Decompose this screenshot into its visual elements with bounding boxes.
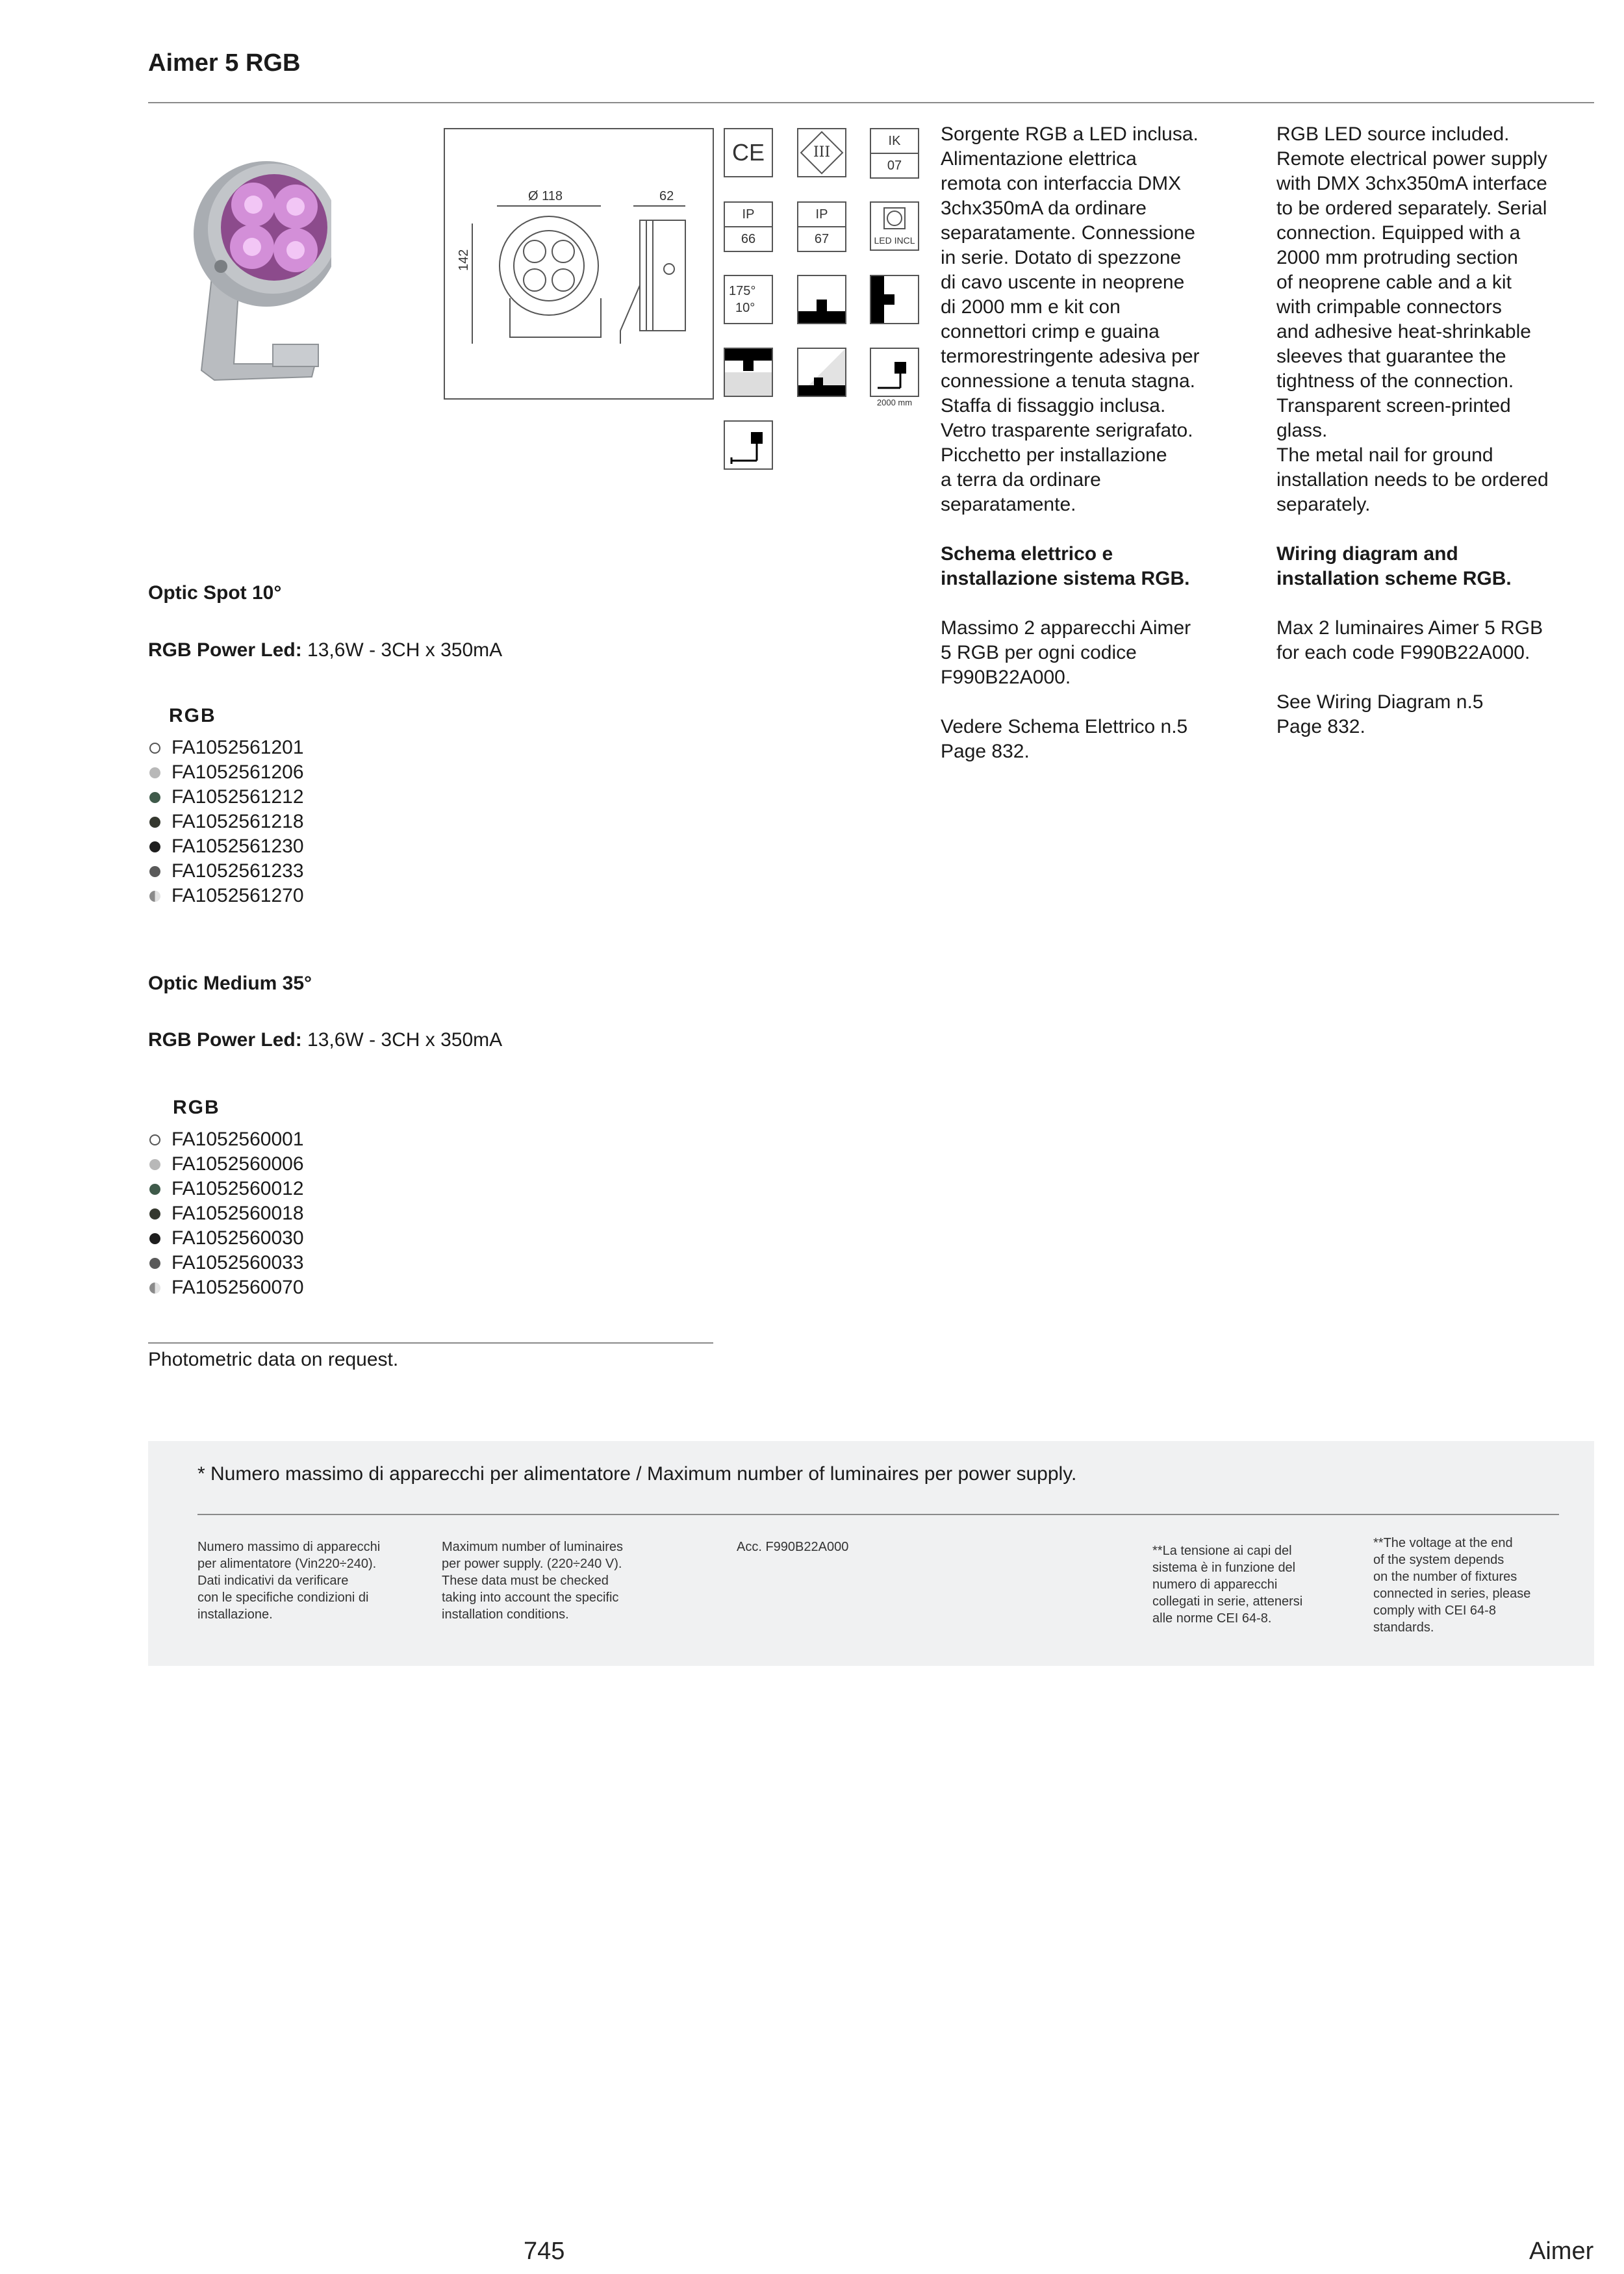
- footer-col-voltage-it: [1152, 1542, 1347, 1627]
- product-code-row: [148, 834, 304, 859]
- product-code: FA1052560033: [171, 1252, 304, 1273]
- page-number: 745: [524, 2238, 565, 2265]
- brand-name: Aimer: [1529, 2238, 1594, 2265]
- product-code: FA1052561230: [171, 836, 304, 857]
- description-line: remota con interfaccia DMX: [941, 173, 1182, 194]
- description-line: and adhesive heat-shrinkable: [1276, 321, 1531, 342]
- finish-color-swatch: [149, 866, 160, 877]
- footer-line: Numero massimo di apparecchi: [197, 1540, 381, 1554]
- footer-divider: [197, 1514, 1559, 1515]
- product-code-row: [148, 1127, 304, 1152]
- description-line: Staffa di fissaggio inclusa.: [941, 395, 1166, 416]
- tilt-angle-icon: 175° 10°: [724, 275, 773, 324]
- description-italian: Sorgente RGB a LED inclusa. Alimentazione elettrica remota con interfaccia DMX 3chx350mA da ordinare separatamente. Connessione in serie. Dotato di spezzone di cavo uscente in neoprene di 2000 mm e kit con connettori crimp e guaina termorestringente adesiva per connessione a tenuta stagna. Staffa di fissaggio inclusa. Vetro trasparente serigrafato. Picchetto per installazione a terra da ordinare separatamente. Schema elettrico e installazione sistema RGB. Massimo 2 apparecchi Aimer 5 RGB per ogni codice F990B22A000. Vedere Schema Elettrico n.5 Page 832.: [941, 122, 1226, 764]
- finish-color-swatch: [149, 1258, 160, 1269]
- footer-col-accessory: Acc. F990B22A000: [737, 1540, 849, 1554]
- description-line: in serie. Dotato di spezzone: [941, 247, 1182, 268]
- finish-color-swatch: [149, 841, 160, 852]
- description-line: separatamente.: [941, 494, 1076, 515]
- product-code: FA1052560012: [171, 1178, 304, 1199]
- cable-length-label: 2000 mm: [876, 398, 913, 407]
- footer-line: on the number of fixtures: [1373, 1570, 1517, 1584]
- footer-line: taking into account the specific: [442, 1591, 619, 1605]
- product-code-row: [148, 785, 304, 810]
- footer-line: comply with CEI 64-8: [1373, 1603, 1496, 1618]
- product-code: FA1052561270: [171, 885, 304, 906]
- description-line: sleeves that guarantee the: [1276, 346, 1506, 367]
- description-line: Vetro trasparente serigrafato.: [941, 420, 1193, 441]
- description-line: Alimentazione elettrica: [941, 148, 1137, 170]
- product-code: FA1052560018: [171, 1203, 304, 1224]
- finish-color-swatch: [149, 792, 160, 803]
- floor-spike-icon: [797, 348, 846, 397]
- finish-color-swatch: [149, 1184, 160, 1195]
- footer-line: These data must be checked: [442, 1574, 609, 1588]
- description-line: installation needs to be ordered: [1276, 469, 1549, 491]
- optic-medium-power: RGB Power Led: 13,6W - 3CH x 350mA: [148, 1029, 503, 1051]
- footer-col-voltage-en: [1373, 1535, 1568, 1636]
- photometric-divider: [148, 1342, 713, 1344]
- description-line: termorestringente adesiva per: [941, 346, 1200, 367]
- dimension-drawing: [444, 128, 714, 400]
- footer-line: installation conditions.: [442, 1607, 569, 1622]
- footer-line: sistema è in funzione del: [1152, 1561, 1296, 1575]
- finish-color-swatch: [149, 1208, 160, 1220]
- footer-line: installazione.: [197, 1607, 273, 1622]
- product-code-row: [148, 1177, 304, 1201]
- ground-recessed-icon: [797, 275, 846, 324]
- footer-col-en: [442, 1539, 663, 1623]
- footer-line: numero di apparecchi: [1152, 1578, 1278, 1592]
- product-code: FA1052561201: [171, 737, 304, 758]
- ce-mark-icon: CE: [724, 128, 773, 177]
- optic-spot-code-list: [148, 735, 304, 908]
- page-title: Aimer 5 RGB: [148, 49, 301, 77]
- footer-line: Dati indicativi da verificare: [197, 1574, 349, 1588]
- description-line: The metal nail for ground: [1276, 444, 1493, 466]
- footer-line: **The voltage at the end: [1373, 1536, 1513, 1550]
- footer-line: per power supply. (220÷240 V).: [442, 1557, 622, 1571]
- power-supply-table: [148, 1441, 1594, 1666]
- optic-spot-power: RGB Power Led: 13,6W - 3CH x 350mA: [148, 639, 503, 661]
- product-code: FA1052561218: [171, 811, 304, 832]
- description-line: RGB LED source included.: [1276, 123, 1510, 145]
- footer-note: * Numero massimo di apparecchi per alimentatore / Maximum number of luminaires per power supply.: [197, 1463, 1077, 1485]
- product-code: FA1052560070: [171, 1277, 304, 1298]
- description-line: Picchetto per installazione: [941, 444, 1167, 466]
- product-code-row: [148, 1226, 304, 1251]
- footer-line: per alimentatore (Vin220÷240).: [197, 1557, 377, 1571]
- product-code: FA1052561206: [171, 761, 304, 783]
- finish-color-swatch: [149, 1283, 160, 1294]
- footer-line: con le specifiche condizioni di: [197, 1591, 369, 1605]
- footer-line: connected in series, please: [1373, 1587, 1531, 1601]
- height-label: 142: [457, 249, 471, 271]
- ik07-icon: IK 07: [870, 128, 919, 179]
- optic-medium-title: Optic Medium 35°: [148, 973, 312, 994]
- optic-spot-title: Optic Spot 10°: [148, 582, 282, 604]
- diameter-label: Ø 118: [528, 189, 563, 203]
- footer-line: Maximum number of luminaires: [442, 1540, 623, 1554]
- description-line: connettori crimp e guaina: [941, 321, 1160, 342]
- footer-line: collegati in serie, attenersi: [1152, 1594, 1303, 1609]
- footer-line: alle norme CEI 64-8.: [1152, 1611, 1272, 1626]
- description-line: separately.: [1276, 494, 1371, 515]
- ceiling-mount-icon: [724, 348, 773, 397]
- spike-installation-icon: [724, 420, 773, 470]
- wall-mount-icon: [870, 275, 919, 324]
- optic-spot-rgb-label: RGB: [169, 705, 216, 726]
- description-line: connessione a tenuta stagna.: [941, 370, 1195, 392]
- product-image: [175, 130, 331, 390]
- ip66-icon: IP 66: [724, 201, 773, 252]
- optic-medium-rgb-label: RGB: [173, 1097, 220, 1118]
- finish-color-swatch: [149, 891, 160, 902]
- description-line: with crimpable connectors: [1276, 296, 1502, 318]
- product-code-row: [148, 1201, 304, 1226]
- product-code: FA1052560001: [171, 1129, 304, 1150]
- optic-medium-code-list: [148, 1127, 304, 1300]
- finish-color-swatch: [149, 767, 160, 778]
- finish-color-swatch: [149, 743, 160, 754]
- description-english: RGB LED source included. Remote electrical power supply with DMX 3chx350mA interface to be ordered separately. Serial connection. Equipped with a 2000 mm protruding section of neoprene cable and a kit with crimpable connectors and adhesive heat-shrinkable sleeves that guarantee the tightness of the connection. Transparent screen-printed glass. The metal nail for ground installation needs to be ordered separately. Wiring diagram and installation scheme RGB. Max 2 luminaires Aimer 5 RGB for each code F990B22A000. See Wiring Diagram n.5 Page 832.: [1276, 122, 1595, 739]
- description-line: di cavo uscente in neoprene: [941, 272, 1185, 293]
- description-line: tightness of the connection.: [1276, 370, 1514, 392]
- finish-color-swatch: [149, 1159, 160, 1170]
- description-line: glass.: [1276, 420, 1328, 441]
- description-line: of neoprene cable and a kit: [1276, 272, 1512, 293]
- footer-line: **La tensione ai capi del: [1152, 1544, 1292, 1558]
- product-code-row: [148, 810, 304, 834]
- product-code-row: [148, 1251, 304, 1275]
- ip67-icon: IP 67: [797, 201, 846, 252]
- header-divider: [148, 102, 1594, 103]
- product-code: FA1052561212: [171, 786, 304, 808]
- product-code-row: [148, 735, 304, 760]
- product-code: FA1052560030: [171, 1227, 304, 1249]
- description-line: Remote electrical power supply: [1276, 148, 1547, 170]
- description-line: 2000 mm protruding section: [1276, 247, 1518, 268]
- description-line: with DMX 3chx350mA interface: [1276, 173, 1547, 194]
- description-line: connection. Equipped with a: [1276, 222, 1521, 244]
- description-line: di 2000 mm e kit con: [941, 296, 1121, 318]
- footer-line: standards.: [1373, 1620, 1434, 1635]
- depth-label: 62: [659, 189, 674, 203]
- product-code: FA1052560006: [171, 1153, 304, 1175]
- description-line: Transparent screen-printed: [1276, 395, 1511, 416]
- cable-length-icon: [870, 348, 919, 397]
- finish-color-swatch: [149, 817, 160, 828]
- product-code-row: [148, 760, 304, 785]
- product-code-row: [148, 1152, 304, 1177]
- led-included-icon: LED INCL: [870, 201, 919, 251]
- description-line: Sorgente RGB a LED inclusa.: [941, 123, 1199, 145]
- description-line: to be ordered separately. Serial: [1276, 198, 1547, 219]
- product-code-row: [148, 859, 304, 884]
- description-line: separatamente. Connessione: [941, 222, 1195, 244]
- finish-color-swatch: [149, 1134, 160, 1145]
- product-code-row: [148, 1275, 304, 1300]
- finish-color-swatch: [149, 1233, 160, 1244]
- product-code: FA1052561233: [171, 860, 304, 882]
- description-line: 3chx350mA da ordinare: [941, 198, 1147, 219]
- product-code-row: [148, 884, 304, 908]
- description-line: a terra da ordinare: [941, 469, 1101, 491]
- photometric-note: Photometric data on request.: [148, 1349, 399, 1370]
- class-iii-icon: III: [797, 128, 846, 177]
- footer-col-it: [197, 1539, 418, 1623]
- footer-line: of the system depends: [1373, 1553, 1504, 1567]
